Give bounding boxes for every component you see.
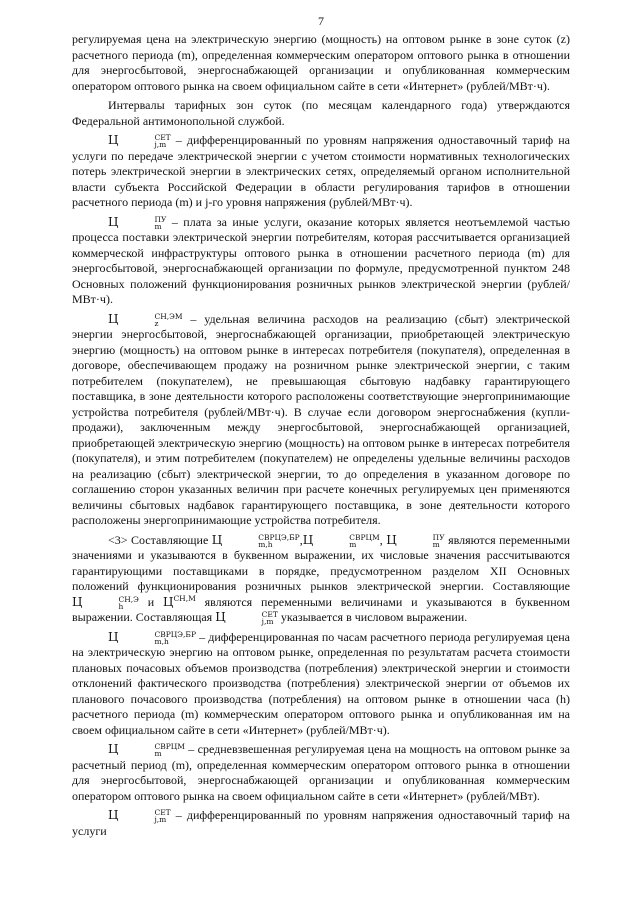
symbol-c-svrce-br-2: Ц СВРЦЭ,БР m,h	[108, 629, 196, 646]
symbol-c-sn-e: Ц СН,Э h	[72, 594, 139, 611]
symbol-c-pu-2: Ц ПУ m	[386, 532, 445, 549]
page-number: 7	[318, 14, 324, 28]
symbol-c-svrce-br: Ц СВРЦЭ,БР m,h	[211, 532, 300, 549]
symbol-c-svrcm-2: Ц СВРЦМ m	[108, 742, 185, 758]
paragraph-price-zone: регулируемая цена на электрическую энергию (мощность) на оптовом рынке в зоне суток (z) расчетного периода (m), определенная коммерческим оператором оптового рынка в отношении для энергосбытовой, энергоснабжающей организации и опубликованная коммерческим оператором оптового рынка на своем официальном сайте в сети «Интернет» (рублей/МВт·ч).	[72, 32, 570, 93]
footnote-3: <3> Составляющие Ц СВРЦЭ,БР m,h ,Ц СВРЦМ m , Ц ПУ m являются переменными значениями и указываются в буквенном выражении, их числовые значения рассчитываются гарантирующими поставщиками в порядке, предусмотренном разделом XII Основных положений функционирования розничных рынков электрической энергии. Составляющие Ц СН,Э h и $Ц^{СН,М}$ являются переменными величинами и указываются в буквенном выражении. Составляющая Ц СЕТ j,m указывается в числовом выражении.	[72, 532, 571, 626]
symbol-c-svrcm: Ц СВРЦМ m	[302, 532, 380, 549]
paragraph-hourly-price: Ц СВРЦЭ,БР m,h – дифференцированная по часам расчетного периода регулируемая цена на электрическую энергию на оптовом рынке, определенная по результатам расчета стоимости плановых почасовых объемов производства (потребления) электрической энергии и стоимости отклонений фактического производства (потребления) электрической энергии от объемов их планового почасового производства (потребления) на оптовом рынке в отношении часа (h) расчетного периода (m) коммерческим оператором оптового рынка и опубликованная им на своем официальном сайте в сети «Интернет» (рублей/МВт·ч).	[72, 629, 570, 737]
symbol-c-sn-m: $Ц^{СН,М}$	[162, 593, 196, 609]
paragraph-sales-costs: Ц СН,ЭМ z – удельная величина расходов на реализацию (сбыт) электрической энергии энергосбытовой, энергоснабжающей организации, приобретающей электрическую энергию (мощность) на оптовом рынке в интересах потребителя (покупателя), определенная в договоре, обеспечивающем продажу на розничном рынке электрической энергии, с таким потребителем (покупателем), не превышающая сбытовую надбавку гарантирующего поставщика, в зоне деятельности которого расположены соответствующие энергопринимающие устройства потребителя (рублей/МВт·ч). В случае если договором энергоснабжения (купли-продажи), заключенным между энергосбытовой, энергоснабжающей организацией, приобретающей электрическую энергию (мощность) на оптовом рынке в интересах потребителя (покупателя), и этим потребителем (покупателем) не определены удельные величины расходов на реализацию (сбыт) электрической энергии, то до определения в указанном договоре по соглашению сторон указанных величин при расчете конечных регулируемых цен применяются величины сбытовых надбавок гарантирующего поставщика, в зоне деятельности которого расположены энергопринимающие устройства потребителя.	[72, 311, 570, 527]
symbol-c-set: Ц СЕТ j,m	[108, 133, 171, 149]
symbol-c-set-2: Ц СЕТ j,m	[215, 610, 278, 626]
symbol-c-pu: Ц ПУ m	[108, 214, 167, 231]
symbol-c-sn-em: Ц СН,ЭМ z	[108, 311, 183, 328]
paragraph-other-services: Ц ПУ m – плата за иные услуги, оказание которых является неотъемлемой частью процесса поставки электрической энергии потребителям, которая рассчитывается организацией коммерческой инфраструктуры оптового рынка в отношении расчетного периода (m) для энергосбытовой, энергоснабжающей организации по формуле, предусмотренной пунктом 248 Основных положений функционирования розничных рынков электрической энергии (рублей/МВт·ч).	[72, 214, 570, 306]
paragraph-network-tariff: Ц СЕТ j,m – дифференцированный по уровням напряжения одноставочный тариф на услуги по передаче электрической энергии с учетом стоимости нормативных технологических потерь электрической энергии в электрических сетях, определяемый органом исполнительной власти субъекта Российской Федерации в области регулирования тарифов в отношении расчетного периода (m) и j-го уровня напряжения (рублей/МВт·ч).	[72, 133, 570, 209]
paragraph-capacity-price: Ц СВРЦМ m – средневзвешенная регулируемая цена на мощность на оптовом рынке за расчетный период (m), определенная коммерческим оператором оптового рынка в отношении для энергосбытовой, энергоснабжающей организации и опубликованная коммерческим оператором оптового рынка на своем официальном сайте в сети «Интернет» (рублей/МВт).	[72, 742, 570, 803]
symbol-c-set-3: Ц СЕТ j,m	[108, 808, 171, 824]
paragraph-tariff-intervals: Интервалы тарифных зон суток (по месяцам календарного года) утверждаются Федеральной антимонопольной службой.	[72, 98, 570, 128]
paragraph-network-tariff-2: Ц СЕТ j,m – дифференцированный по уровням напряжения одноставочный тариф на услуги	[72, 808, 570, 838]
